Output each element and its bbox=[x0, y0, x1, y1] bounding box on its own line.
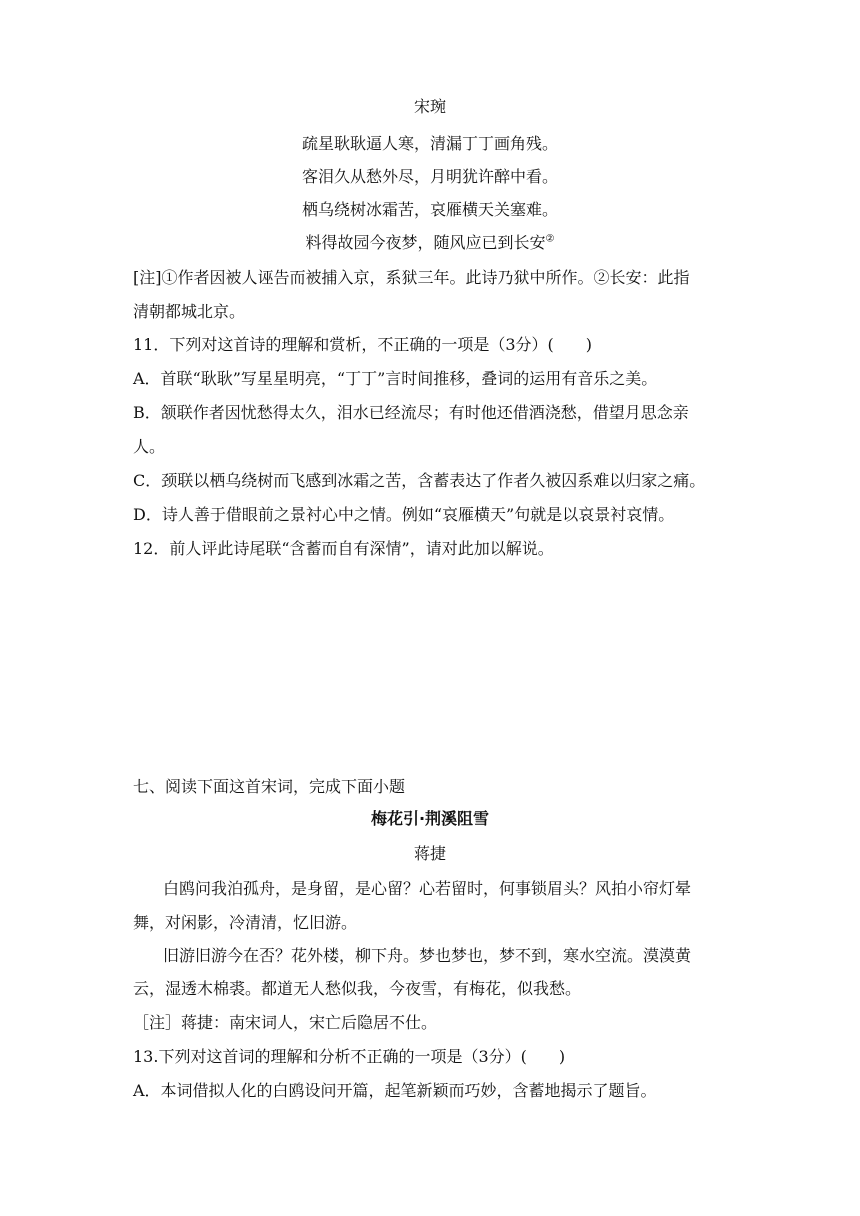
ci-para-2-line-2: 云，湿透木棉裘。都道无人愁似我，今夜雪，有梅花，似我愁。 bbox=[133, 979, 582, 998]
question-11-option-d: D．诗人善于借眼前之景衬心中之情。例如“哀雁横天”句就是以哀景衬哀情。 bbox=[133, 505, 675, 524]
ci-para-1-line-2: 舞，对闲影，冷清清，忆旧游。 bbox=[133, 913, 358, 932]
ci-author: 蒋捷 bbox=[413, 844, 446, 863]
poem1-note-line-1: [注]①作者因被人诬告而被捕入京，系狱三年。此诗乃狱中所作。②长安：此指 bbox=[133, 268, 690, 287]
question-12-stem: 12．前人评此诗尾联“含蓄而自有深情”，请对此加以解说。 bbox=[133, 539, 554, 558]
question-11-option-b-line-2: 人。 bbox=[133, 437, 166, 456]
poem1-line-2: 客泪久从愁外尽，月明犹许醉中看。 bbox=[301, 167, 558, 186]
question-11-option-c: C．颈联以栖乌绕树而飞感到冰霜之苦，含蓄表达了作者久被囚系难以归家之痛。 bbox=[133, 471, 706, 490]
question-11-option-b-line-1: B．颔联作者因忧愁得太久，泪水已经流尽；有时他还借酒浇愁，借望月思念亲 bbox=[133, 403, 689, 422]
section-7-heading: 七、阅读下面这首宋词，完成下面小题 bbox=[133, 777, 406, 796]
poem1-line-4 bbox=[0, 232, 860, 254]
poem1-line-1: 疏星耿耿逼人寒，清漏丁丁画角残。 bbox=[301, 134, 558, 153]
poem1-note-line-2: 清朝都城北京。 bbox=[133, 302, 246, 321]
ci-title: 梅花引·荆溪阻雪 bbox=[370, 809, 490, 828]
question-11-stem: 11．下列对这首诗的理解和赏析，不正确的一项是（3分）( ) bbox=[133, 335, 593, 354]
ci-para-1-line-1: 白鸥问我泊孤舟，是身留，是心留？心若留时，何事锁眉头？风拍小帘灯晕 bbox=[163, 879, 692, 898]
question-11-option-a: A．首联“耿耿”写星星明亮，“丁丁”言时间推移，叠词的运用有音乐之美。 bbox=[133, 369, 658, 388]
poem1-line-3: 栖乌绕树冰霜苦，哀雁横天关塞难。 bbox=[301, 200, 558, 219]
question-13-option-a: A．本词借拟人化的白鸥设问开篇，起笔新颖而巧妙，含蓄地揭示了题旨。 bbox=[133, 1081, 657, 1100]
poem1-line-4-text: 料得故园今夜梦，随风应已到长安 bbox=[305, 233, 546, 252]
ci-note: ［注］蒋捷：南宋词人，宋亡后隐居不仕。 bbox=[133, 1013, 438, 1032]
poem1-author: 宋琬 bbox=[413, 97, 446, 116]
ci-para-2-line-1: 旧游旧游今在否？花外楼，柳下舟。梦也梦也，梦不到，寒水空流。漠漠黄 bbox=[163, 946, 692, 965]
question-13-stem: 13.下列对这首词的理解和分析不正确的一项是（3分）( ) bbox=[133, 1047, 566, 1066]
footnote-marker: ② bbox=[545, 233, 555, 245]
